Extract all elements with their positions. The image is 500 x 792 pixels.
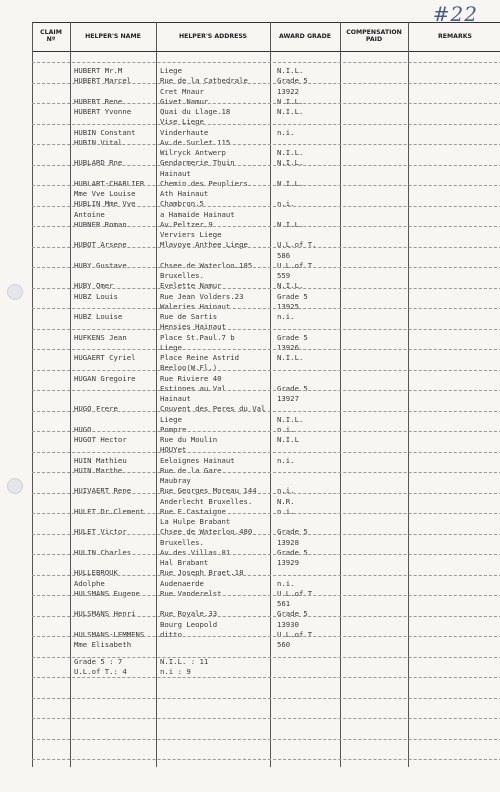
- row-rule: [32, 226, 500, 227]
- helper-address-cell: Quai du Llage.18: [160, 107, 231, 116]
- helper-address-cell: Bruxelles.: [160, 271, 204, 280]
- row-rule: [32, 677, 500, 678]
- award-grade-cell: Grade 5: [277, 527, 308, 537]
- award-grade-cell: U.L.of T.: [277, 588, 317, 598]
- helper-name-cell: HUGAERT Cyriel: [74, 353, 136, 362]
- helper-address-cell: Waleries Hainaut: [160, 301, 231, 311]
- helper-address-cell: Rue Jean Volders.23: [160, 291, 244, 301]
- row-rule: [32, 349, 500, 350]
- row-rule: [32, 698, 500, 699]
- award-grade-cell: Grade 5: [277, 547, 308, 557]
- row-rule: [32, 144, 500, 145]
- helper-address-cell: Wilryck Antwerp: [160, 148, 226, 157]
- helper-address-cell: Av.des Villas.81: [160, 547, 231, 557]
- punch-hole: [7, 478, 23, 494]
- helper-name-cell: HUBIN Vital: [74, 137, 123, 147]
- award-grade-cell: N.I.L.: [277, 353, 304, 362]
- helper-name-cell: HUIVAERT Rene: [74, 486, 132, 496]
- award-grade-cell: Grade 5: [277, 383, 308, 393]
- award-grade-cell: U.L.of T.: [277, 260, 317, 270]
- helper-name-cell: HUBIN Constant: [74, 127, 136, 137]
- row-rule: [32, 267, 500, 268]
- helper-address-cell: Bruxelles.: [160, 537, 204, 547]
- award-grade-cell: n.i.: [277, 312, 295, 321]
- row-rule: [32, 554, 500, 555]
- helper-name-cell: HULLEBROUK: [74, 568, 118, 578]
- helper-name-cell: HUFKENS Jean: [74, 332, 127, 342]
- helper-name-cell: HUGO Frere: [74, 404, 118, 414]
- award-grade-cell: 13922: [277, 86, 299, 96]
- row-rule: [32, 206, 500, 207]
- helper-address-cell: Place Reine Astrid: [160, 353, 240, 362]
- row-rule: [32, 575, 500, 576]
- column-divider: [408, 22, 409, 767]
- helper-address-cell: Rue Joseph Braet.18: [160, 568, 244, 578]
- award-grade-cell: N.I.L.: [277, 281, 304, 291]
- helper-address-cell: Av.Peltzer.9: [160, 219, 213, 229]
- helper-address-cell: Vise Liege: [160, 117, 204, 127]
- helper-address-cell: Hainaut: [160, 394, 191, 403]
- helper-address-cell: Place St.Paul.7 b: [160, 332, 235, 342]
- header-claim: CLAIM Nº: [40, 29, 62, 43]
- row-rule: [32, 411, 500, 412]
- row-rule: [32, 83, 500, 84]
- helper-address-cell: Maubray: [160, 476, 191, 485]
- helper-address-cell: La Hulpe Brabant: [160, 517, 231, 526]
- helper-address-cell: Gendarmerie Thuin: [160, 158, 235, 168]
- row-rule: [32, 595, 500, 596]
- helper-name-cell: HULET Victor: [74, 527, 127, 537]
- helper-address-cell: Beeloo(W.Fl.): [160, 363, 218, 373]
- award-grade-cell: n.i.: [277, 424, 295, 434]
- helper-name-cell: HUIN Mathieu: [74, 455, 127, 465]
- column-divider: [156, 22, 157, 767]
- helper-name-cell: HUBLIN Mme Vve: [74, 199, 136, 209]
- award-grade-cell: N.I.L.: [277, 96, 304, 106]
- helper-name-cell: HUBY Gustave: [74, 260, 127, 270]
- helper-address-cell: Hal Brabant: [160, 558, 209, 567]
- helper-address-cell: Cret Mnaur: [160, 86, 204, 96]
- award-grade-cell: n.i.: [277, 127, 295, 137]
- helper-name-cell: HUGAN Gregoire: [74, 373, 136, 383]
- column-divider: [270, 22, 271, 767]
- helper-name-cell: HULSMANS Eugene: [74, 588, 140, 598]
- helper-address-cell: Rue E.Castaigne: [160, 506, 226, 516]
- award-grade-cell: n.i.: [277, 578, 295, 588]
- row-rule: [32, 62, 500, 63]
- column-divider: [32, 22, 33, 767]
- helper-name-cell: HUGOT Hector: [74, 435, 127, 444]
- award-grade-cell: N.I.L.: [277, 148, 304, 157]
- helper-name-cell: HUBERT Rene: [74, 96, 123, 106]
- helper-name-cell: Mme Elisabeth: [74, 640, 132, 649]
- helper-address-cell: Liege: [160, 66, 182, 75]
- row-rule: [32, 370, 500, 371]
- helper-address-cell: Av.de Surlet.115: [160, 137, 231, 147]
- award-grade-cell: 13930: [277, 619, 299, 629]
- helper-name-cell: HUBERT Yvonne: [74, 107, 132, 116]
- helper-address-cell: Vinderhaute: [160, 127, 209, 137]
- helper-address-cell: Couvent des Peres du Val: [160, 404, 266, 414]
- helper-name-cell: HULSMANS-LEMMENS: [74, 629, 145, 639]
- row-rule: [32, 185, 500, 186]
- row-rule: [32, 759, 500, 760]
- row-rule: [32, 718, 500, 719]
- row-rule: [32, 124, 500, 125]
- row-rule: [32, 472, 500, 473]
- award-grade-cell: U.L.of T.: [277, 629, 317, 639]
- helper-address-cell: Anderlecht Bruxelles.: [160, 496, 253, 506]
- helper-address-cell: Hensies Hainaut: [160, 322, 226, 332]
- helper-name-cell: HUBLART-CHARLIER: [74, 178, 145, 188]
- helper-address-cell: Rue Georges Moreau 144: [160, 486, 257, 496]
- helper-name-cell: HUBERT Marcel: [74, 76, 132, 86]
- helper-name-cell: HUBERT Mr.M: [74, 66, 123, 75]
- row-rule: [32, 739, 500, 740]
- row-rule: [32, 636, 500, 637]
- award-grade-cell: 559: [277, 271, 291, 280]
- summary-grade5: Grade 5 : 7: [74, 657, 123, 666]
- helper-name-cell: Antoine: [74, 209, 105, 219]
- helper-name-cell: HULSMANS Henri: [74, 609, 136, 619]
- helper-address-cell: Givet Namur: [160, 96, 209, 106]
- helper-address-cell: Chemin des Peupliers.: [160, 178, 253, 188]
- helper-name-cell: HUBOT Arsene: [74, 240, 127, 250]
- helper-address-cell: Liege: [160, 414, 182, 424]
- row-rule: [32, 513, 500, 514]
- helper-address-cell: Estinnes au Val: [160, 383, 226, 393]
- award-grade-cell: U.L.of T.: [277, 240, 317, 250]
- helper-address-cell: Hainaut: [160, 168, 191, 178]
- helper-name-cell: HUBNER Roman: [74, 219, 127, 229]
- helper-address-cell: Rue Vanderelst: [160, 588, 222, 598]
- award-grade-cell: n.i.: [277, 455, 295, 465]
- award-grade-cell: N.I.L.: [277, 219, 304, 229]
- row-rule: [32, 103, 500, 104]
- helper-address-cell: Chsee de Waterloo.185: [160, 260, 253, 270]
- award-grade-cell: N.I.L.: [277, 66, 304, 75]
- award-grade-cell: Grade 5: [277, 76, 308, 86]
- row-rule: [32, 329, 500, 330]
- helper-address-cell: Rue de Sartis: [160, 312, 218, 321]
- helper-name-cell: HUBLARD Rne: [74, 158, 123, 168]
- row-rule: [32, 288, 500, 289]
- award-grade-cell: 561: [277, 599, 291, 608]
- helper-address-cell: Pompre: [160, 424, 187, 434]
- summary-ul-of-t: U.L.of T.: 4: [74, 667, 127, 676]
- helper-address-cell: Mlavoye Anthee Liege: [160, 240, 248, 250]
- header-award-grade: AWARD GRADE: [279, 32, 331, 40]
- helper-address-cell: Bourg Leopold: [160, 619, 218, 629]
- header-helper-name: HELPER'S NAME: [85, 32, 141, 40]
- helper-name-cell: HUBZ Louis: [74, 291, 118, 301]
- helper-name-cell: HULET Dr.Clement: [74, 506, 145, 516]
- award-grade-cell: N.I.L.: [277, 414, 304, 424]
- award-grade-cell: 560: [277, 640, 291, 649]
- award-grade-cell: n.i.: [277, 486, 295, 496]
- helper-address-cell: Chambron.5: [160, 199, 204, 209]
- row-rule: [32, 247, 500, 248]
- helper-name-cell: HUGO: [74, 424, 92, 434]
- row-rule: [32, 493, 500, 494]
- helper-name-cell: HUBY Omer: [74, 281, 114, 291]
- helper-address-cell: ditto: [160, 629, 182, 639]
- column-divider: [340, 22, 341, 767]
- helper-name-cell: HUIN Marthe: [74, 465, 123, 475]
- helper-address-cell: Rue de la Cathedrale: [160, 76, 248, 86]
- award-grade-cell: n.i.: [277, 199, 295, 209]
- award-grade-cell: 13928: [277, 537, 299, 547]
- helper-address-cell: a Hamaide Hainaut: [160, 209, 235, 219]
- award-grade-cell: N.I.L: [277, 435, 299, 444]
- column-divider: [70, 22, 71, 767]
- award-grade-cell: 586: [277, 250, 291, 260]
- row-rule: [32, 165, 500, 166]
- helper-address-cell: Rue Royale.33: [160, 609, 218, 619]
- award-grade-cell: 13929: [277, 558, 299, 567]
- row-rule: [32, 308, 500, 309]
- helper-name-cell: HULIN Charles: [74, 547, 132, 557]
- row-rule: [32, 452, 500, 453]
- summary-nil: N.I.L. : 11: [160, 657, 209, 666]
- award-grade-cell: 13927: [277, 394, 299, 403]
- helper-address-cell: Ath Hainaut: [160, 189, 209, 198]
- award-grade-cell: N.I.L.: [277, 107, 304, 116]
- helper-address-cell: Audenaerde: [160, 578, 204, 588]
- helper-name-cell: Mme Vve Louise: [74, 189, 136, 198]
- award-grade-cell: 13926: [277, 342, 299, 352]
- header-helper-address: HELPER'S ADDRESS: [178, 32, 248, 40]
- helper-name-cell: Adolphe: [74, 578, 105, 588]
- helper-address-cell: Rue du Moulin: [160, 435, 218, 444]
- helper-address-cell: Rue de la Gare: [160, 465, 222, 475]
- award-grade-cell: 13925: [277, 301, 299, 311]
- helper-name-cell: HUBZ Louise: [74, 312, 123, 321]
- row-rule: [32, 616, 500, 617]
- award-grade-cell: Grade 5: [277, 291, 308, 301]
- header-compensation-paid: COMPENSATION PAID: [346, 29, 402, 43]
- helper-address-cell: Liege: [160, 342, 182, 352]
- row-rule: [32, 431, 500, 432]
- row-rule: [32, 390, 500, 391]
- helper-address-cell: HOUYet: [160, 445, 187, 455]
- award-grade-cell: N.R.: [277, 496, 295, 506]
- punch-hole: [7, 284, 23, 300]
- summary-ni: n.i : 9: [160, 667, 191, 676]
- award-grade-cell: N.I.L.: [277, 158, 304, 168]
- helper-address-cell: Chsee de Waterloo.480: [160, 527, 253, 537]
- award-grade-cell: Grade 5: [277, 609, 308, 619]
- header-remarks: REMARKS: [438, 32, 472, 40]
- helper-address-cell: Verviers Liege: [160, 230, 222, 239]
- row-rule: [32, 534, 500, 535]
- helper-address-cell: Evelette Namur: [160, 281, 222, 291]
- award-grade-cell: N.I.L.: [277, 178, 304, 188]
- helper-address-cell: Eeloignes Hainaut: [160, 455, 235, 465]
- helper-address-cell: Rue Riviere 40: [160, 373, 222, 383]
- page-number: #22: [432, 2, 478, 26]
- award-grade-cell: n.i.: [277, 506, 295, 516]
- award-grade-cell: Grade 5: [277, 332, 308, 342]
